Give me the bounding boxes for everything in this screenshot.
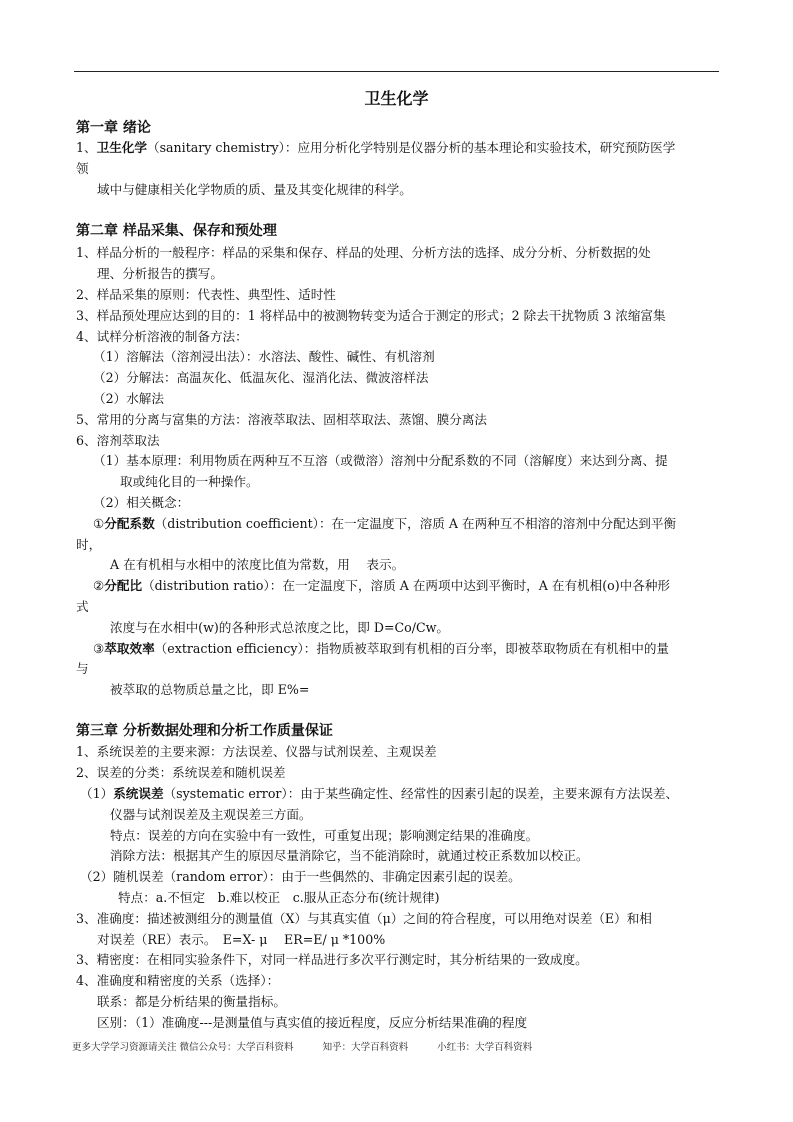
- ch3-line: 3、精密度：在相同实验条件下，对同一样品进行多次平行测定时，其分析结果的一致成度。: [76, 952, 588, 967]
- chapter-2-heading: 第二章 样品采集、保存和预处理: [76, 223, 277, 239]
- footer-zhihu: 知乎：大学百科资料: [322, 1042, 409, 1053]
- term-systematic-error: 系统误差: [113, 786, 164, 801]
- ch2-line: 2、样品采集的原则：代表性、典型性、适时性: [76, 287, 336, 302]
- concept-1-line: ①分配系数（distribution coefficient）：在一定温度下，溶质 A 在两种互不相溶的溶剂中分配达到平衡: [93, 516, 677, 531]
- concept-3-line-2: 与: [76, 661, 89, 676]
- term-extraction-efficiency: 萃取效率: [104, 641, 155, 656]
- ch3-line: 对误差（RE）表示。 E=X- μ ER=E/ μ *100%: [97, 932, 386, 947]
- ch3-line: 1、系统误差的主要来源：方法误差、仪器与试剂误差、主观误差: [76, 744, 437, 759]
- ch1-line-1: 1、卫生化学（sanitary chemistry）：应用分析化学特别是仪器分析的基本理论和实验技术，研究预防医学: [76, 140, 676, 155]
- systematic-error-line: （1）系统误差（systematic error）：由于某些确定性、经常性的因素引起的误差，主要来源有方法误差、: [80, 786, 679, 801]
- ch2-line: 6、溶剂萃取法: [76, 433, 160, 448]
- ch2-line: 5、常用的分离与富集的方法：溶液萃取法、固相萃取法、蒸馏、膜分离法: [76, 412, 488, 427]
- ch2-line: 取或纯化目的一种操作。: [120, 474, 259, 489]
- term-sanitary-chemistry: 卫生化学: [96, 140, 147, 155]
- ch3-line: 3、准确度：描述被测组分的测量值（X）与其真实值（μ）之间的符合程度，可以用绝对误差（E）和相: [76, 911, 652, 926]
- concept-2-line-2: 式: [76, 599, 89, 614]
- ch3-line: 特点：a.不恒定 b.难以校正 c.服从正态分布(统计规律): [118, 890, 440, 905]
- ch2-line: 4、试样分析溶液的制备方法：: [76, 329, 248, 344]
- page-title: 卫生化学: [364, 89, 429, 108]
- ch2-line: 理、分析报告的撰写。: [97, 266, 223, 281]
- header-rule: [74, 71, 719, 72]
- ch3-line: 2、误差的分类：系统误差和随机误差: [76, 765, 286, 780]
- page-footer: [72, 1039, 558, 1053]
- chapter-1-heading: 第一章 绪论: [76, 120, 151, 136]
- ch2-line: （1）溶解法（溶剂浸出法）：水溶法、酸性、碱性、有机溶剂: [93, 349, 435, 364]
- ch2-line: （2）相关概念：: [93, 495, 190, 510]
- ch2-line: 1、样品分析的一般程序：样品的采集和保存、样品的处理、分析方法的选择、成分分析、分析数据的处: [76, 245, 651, 260]
- concept-3-line-3: 被萃取的总物质总量之比，即 E%=: [110, 682, 310, 697]
- footer-wechat: 更多大学学习资源请关注 微信公众号：大学百科资料: [72, 1042, 294, 1053]
- ch1-line-2: 领: [76, 161, 89, 176]
- ch3-line: 消除方法：根据其产生的原因尽量消除它，当不能消除时，就通过校正系数加以校正。: [110, 848, 589, 863]
- concept-1-line-2: 时，: [76, 537, 102, 552]
- ch2-line: 3、样品预处理应达到的目的：1 将样品中的被测物转变为适合于测定的形式；2 除去干扰物质 3 浓缩富集: [76, 308, 666, 323]
- ch1-line-3: 域中与健康相关化学物质的质、量及其变化规律的科学。: [97, 182, 412, 197]
- concept-2-line: ②分配比（distribution ratio）：在一定温度下，溶质 A 在两项中达到平衡时，A 在有机相(o)中各种形: [93, 578, 671, 593]
- concept-1-line-3: A 在有机相与水相中的浓度比值为常数，用 表示。: [110, 557, 405, 572]
- term-distribution-ratio: 分配比: [104, 578, 143, 593]
- ch2-line: （2）水解法: [93, 391, 164, 406]
- ch3-line: 仪器与试剂误差及主观误差三方面。: [110, 807, 312, 822]
- concept-3-line: ③萃取效率（extraction efficiency）：指物质被萃取到有机相的百分率，即被萃取物质在有机相中的量: [93, 641, 670, 656]
- footer-xiaohongshu: 小红书：大学百科资料: [437, 1042, 533, 1053]
- term-distribution-coefficient: 分配系数: [104, 516, 155, 531]
- concept-2-line-3: 浓度与在水相中(w)的各种形式总浓度之比，即 D=Co/Cw。: [110, 620, 450, 635]
- ch2-line: （2）分解法：高温灰化、低温灰化、湿消化法、微波溶样法: [93, 370, 429, 385]
- ch2-line: （1）基本原理：利用物质在两种互不互溶（或微溶）溶剂中分配系数的不同（溶解度）来达到分离、提: [93, 453, 668, 468]
- ch3-line: 特点：误差的方向在实验中有一致性，可重复出现；影响测定结果的准确度。: [110, 828, 539, 843]
- ch3-line: 4、准确度和精密度的关系（选择）：: [76, 973, 280, 988]
- ch3-line: 联系：都是分析结果的衡量指标。: [97, 994, 286, 1009]
- random-error-line: （2）随机误差（random error）：由于一些偶然的、非确定因素引起的误差。: [80, 869, 521, 884]
- chapter-3-heading: 第三章 分析数据处理和分析工作质量保证: [76, 723, 333, 739]
- ch3-line: 区别：（1）准确度---是测量值与真实值的接近程度，反应分析结果准确的程度: [97, 1015, 528, 1030]
